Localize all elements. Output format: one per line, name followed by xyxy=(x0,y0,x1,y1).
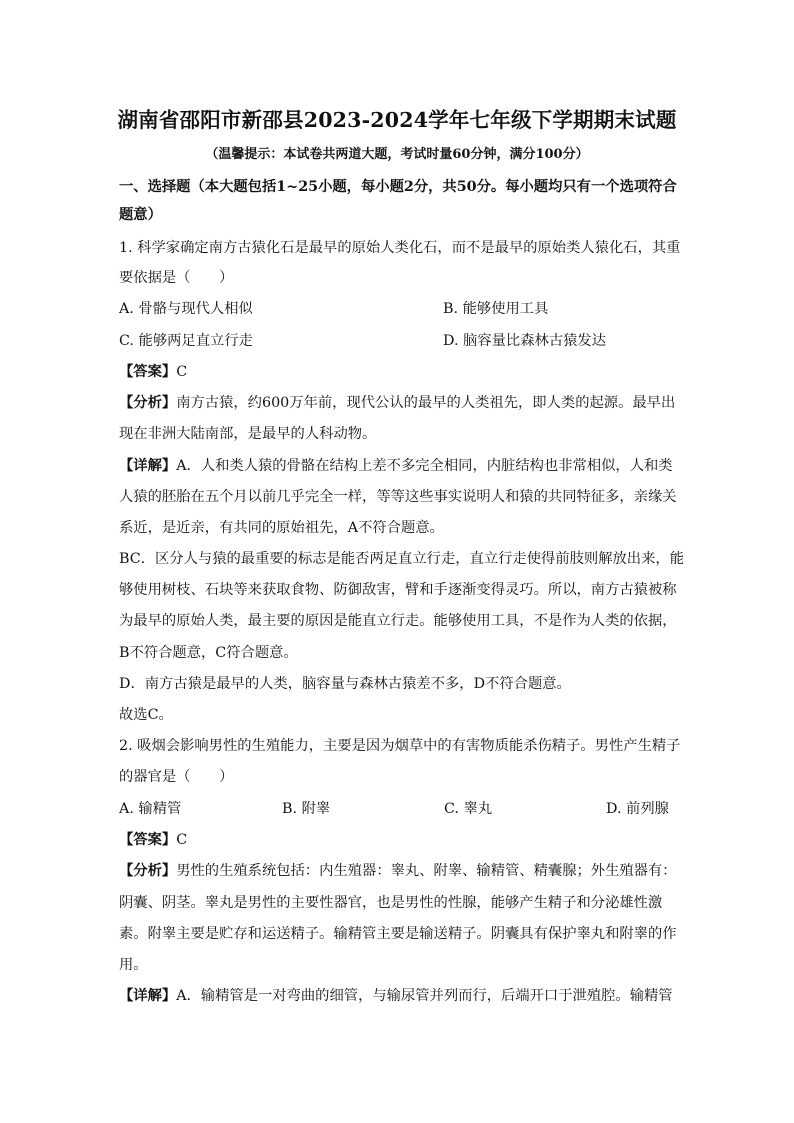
analysis-text: 男性的生殖系统包括：内生殖器：睾丸、附睾、输精管、精囊腺；外生殖器有： xyxy=(176,863,677,879)
q1-detail-line-4: BC．区分人与猿的最重要的标志是能否两足直立行走，直立行走使得前肢则解放出来，能 xyxy=(119,551,684,567)
detail-text: A．人和类人猿的骨骼在结构上差不多完全相同，内脏结构也非常相似，人和类 xyxy=(176,458,673,474)
q1-detail-line-7: B不符合题意，C符合题意。 xyxy=(119,645,298,661)
q1-analysis-line-2: 现在非洲大陆南部，是最早的人科动物。 xyxy=(119,426,377,442)
q1-detail-line-3: 系近，是近亲，有共同的原始祖先，A不符合题意。 xyxy=(119,520,444,536)
analysis-text: 南方古猿，约600万年前，现代公认的最早的人类祖先，即人类的起源。最早出 xyxy=(176,395,676,411)
q1-detail-line-6: 为最早的原始人类，最主要的原因是能直立行走。能够使用工具，不是作为人类的依据， xyxy=(119,613,677,629)
q1-answer xyxy=(119,362,187,382)
q1-analysis-line-1 xyxy=(119,393,675,413)
q2-stem-line-1: 2. 吸烟会影响男性的生殖能力，主要是因为烟草中的有害物质能杀伤精子。男性产生精子 xyxy=(119,738,681,754)
analysis-tag: 【分析】 xyxy=(119,863,177,879)
q1-detail-line-1 xyxy=(119,456,673,476)
q1-detail-line-5: 够使用树枝、石块等来获取食物、防御敌害，臂和手逐渐变得灵巧。所以，南方古猿被称 xyxy=(119,582,677,598)
q2-answer xyxy=(119,830,187,850)
q1-detail-line-8: D．南方古猿是最早的人类，脑容量与森林古猿差不多，D不符合题意。 xyxy=(119,676,571,692)
answer-tag: 【答案】 xyxy=(119,364,177,380)
q2-analysis-line-3: 素。附睾主要是贮存和运送精子。输精管主要是输送精子。阴囊具有保护睾丸和附睾的作 xyxy=(119,926,677,942)
analysis-tag: 【分析】 xyxy=(119,395,177,411)
detail-tag: 【详解】 xyxy=(119,458,177,474)
q2-option-b: B. 附睾 xyxy=(282,801,331,817)
section-heading-line-2: 题意） xyxy=(119,207,162,223)
detail-text: A．输精管是一对弯曲的细管，与输尿管并列而行，后端开口于泄殖腔。输精管 xyxy=(176,988,673,1004)
q2-analysis-line-4: 用。 xyxy=(119,957,148,973)
q2-option-c: C. 睾丸 xyxy=(444,801,493,817)
q2-detail-line-1 xyxy=(119,986,673,1006)
q2-option-a: A. 输精管 xyxy=(119,801,182,817)
section-heading-line-1: 一、选择题（本大题包括1~25小题，每小题2分，共50分。每小题均只有一个选项符合 xyxy=(119,179,677,195)
q2-analysis-line-1 xyxy=(119,861,677,881)
q1-option-a: A. 骨骼与现代人相似 xyxy=(119,301,253,317)
exam-note: （温馨提示：本试卷共两道大题，考试时量60分钟，满分100分） xyxy=(205,147,589,162)
page-title: 湖南省邵阳市新邵县2023-2024学年七年级下学期期末试题 xyxy=(117,108,677,132)
q2-option-d: D. 前列腺 xyxy=(606,801,669,817)
q2-stem-line-2: 的器官是（ ） xyxy=(119,769,234,785)
q1-option-c: C. 能够两足直立行走 xyxy=(119,333,253,349)
q1-stem-line-2: 要依据是（ ） xyxy=(119,270,234,286)
q2-analysis-line-2: 阴囊、阴茎。睾丸是男性的主要性器官，也是男性的性腺，能够产生精子和分泌雄性激 xyxy=(119,895,663,911)
answer-tag: 【答案】 xyxy=(119,832,177,848)
answer-value: C xyxy=(176,364,188,380)
detail-tag: 【详解】 xyxy=(119,988,177,1004)
q1-option-b: B. 能够使用工具 xyxy=(443,301,549,317)
q1-detail-line-2: 人猿的胚胎在五个月以前几乎完全一样，等等这些事实说明人和猿的共同特征多，亲缘关 xyxy=(119,489,677,505)
q1-option-d: D. 脑容量比森林古猿发达 xyxy=(443,333,607,349)
q1-detail-line-9: 故选C。 xyxy=(119,707,173,723)
q1-stem-line-1: 1. 科学家确定南方古猿化石是最早的原始人类化石，而不是最早的原始类人猿化石，其重 xyxy=(119,240,681,256)
answer-value: C xyxy=(176,832,188,848)
